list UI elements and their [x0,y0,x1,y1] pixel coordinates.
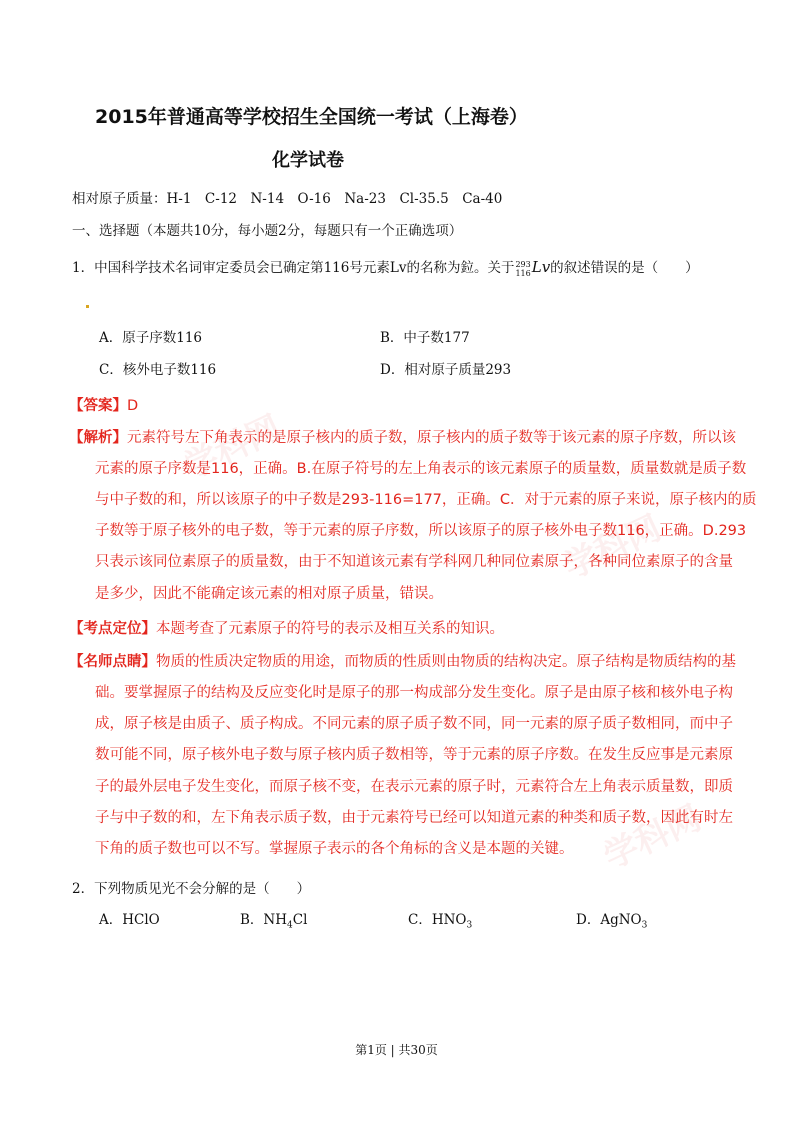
analysis-line: 只表示该同位素原子的质量数，由于不知道该元素有学科网几种同位素原子，各种同位素原子的含量 [95,554,733,570]
question-2-stem: 2．下列物质见光不会分解的是（ ） [72,881,311,897]
analysis-line: 元素的原子序数是116，正确。B.在原子符号的左上角表示的该元素原子的质量数，质量数就是质子数 [95,461,747,477]
option-a: A．原子序数116 [99,330,203,346]
option-c: C．核外电子数116 [99,362,217,378]
option-b: B．中子数177 [380,330,470,346]
document-title: 2015年普通高等学校招生全国统一考试（上海卷） [95,106,528,128]
isotope-notation: 293 116 [515,259,531,278]
document-subtitle: 化学试卷 [272,150,344,171]
teacher-tip-line: 子的最外层电子发生变化，而原子核不变，在表示元素的原子时，元素符合左上角表示质量数，即质 [95,779,733,795]
watermark: 学科网 [557,507,668,588]
teacher-tip-line: 子与中子数的和，左下角表示质子数，由于元素符号已经可以知道元素的种类和质子数，因此有时左 [95,810,733,826]
q2-option-b: B．$NH_4Cl$ [240,912,308,931]
analysis-line: 与中子数的和，所以该原子的中子数是293-116=177，正确。C．对于元素的原子来说，原子核内的质 [95,492,757,508]
analysis-line: 是多少，因此不能确定该元素的相对原子质量，错误。 [95,586,443,602]
q2-option-d: D．AgNO$_3$ [576,912,648,931]
teacher-tip-line: 数可能不同，原子核外电子数与原子核内质子数相等，等于元素的原子序数。在发生反应事是元素原 [95,747,733,763]
q2-option-c: C．$HNO_3$ [408,912,473,931]
question-1-stem: 1．中国科学技术名词审定委员会已确定第116号元素Lv的名称为鉝。关于293 116Lv的叙述错误的是（ ） [72,258,699,278]
teacher-tip-line: 【名师点睛】物质的性质决定物质的用途，而物质的性质则由物质的结构决定。原子结构是物质结构的基 [69,654,736,670]
marker-dot [86,305,89,308]
page-footer: 第1页 | 共30页 [355,1043,438,1057]
teacher-tip-line: 础。要掌握原子的结构及反应变化时是原子的那一构成部分发生变化。原子是由原子核和核外电子构 [95,685,733,701]
watermark: 学科网 [177,407,288,488]
teacher-tip-line: 下角的质子数也可以不写。掌握原子表示的各个角标的含义是本题的关键。 [95,841,574,857]
atomic-masses: 相对原子质量：H-1 C-12 N-14 O-16 Na-23 Cl-35.5 Ca-40 [72,191,503,207]
q2-option-a: A．HClO [99,912,160,928]
option-d: D．相对原子质量293 [380,362,512,378]
answer: 【答案】D [69,398,139,414]
knowledge-point: 【考点定位】本题考查了元素原子的符号的表示及相互关系的知识。 [69,621,504,637]
teacher-tip-line: 成，原子核是由质子、质子构成。不同元素的原子质子数不同，同一元素的原子质子数相同，而中子 [95,716,733,732]
watermark: 学科网 [597,797,708,878]
analysis-line: 子数等于原子核外的电子数，等于元素的原子序数，所以该原子的原子核外电子数116，正确。D.293 [95,523,747,539]
analysis-line: 【解析】元素符号左下角表示的是原子核内的质子数，原子核内的质子数等于该元素的原子序数，所以该 [69,430,736,446]
section-heading: 一、选择题（本题共10分，每小题2分，每题只有一个正确选项） [72,223,463,239]
